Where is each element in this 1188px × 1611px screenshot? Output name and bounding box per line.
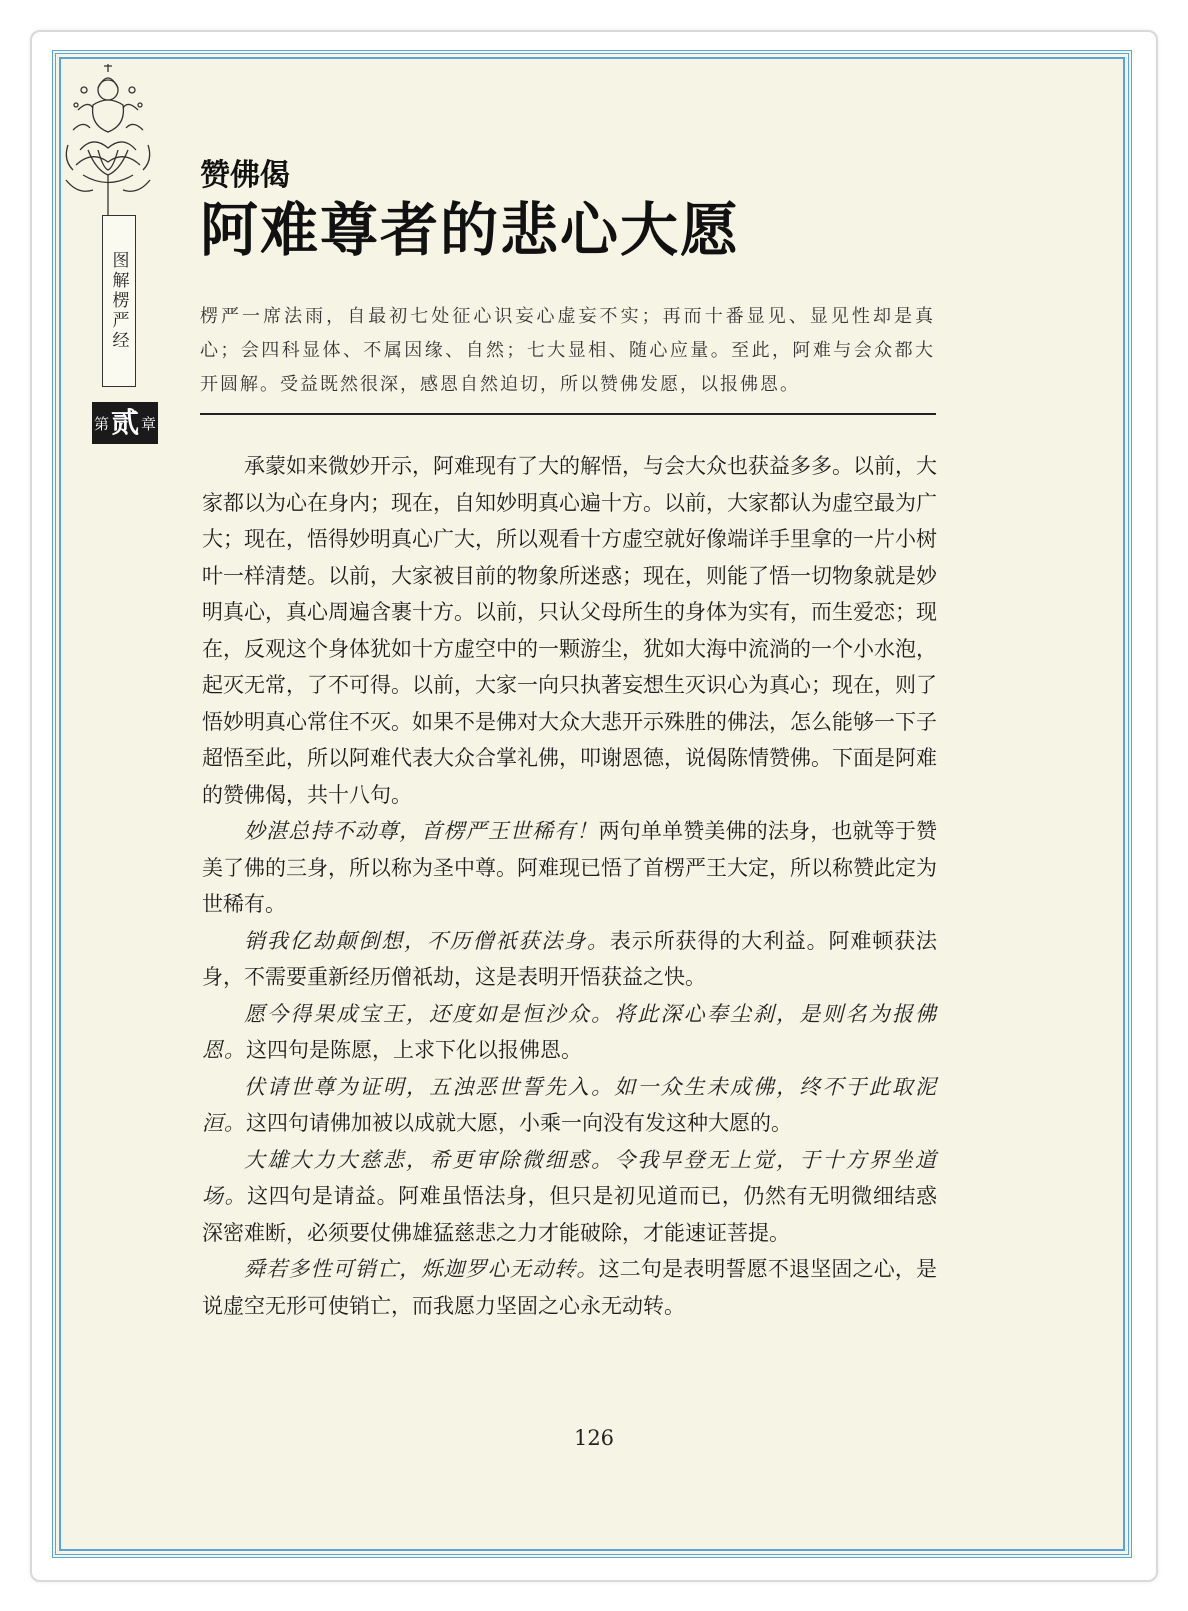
- commentary: 表示所获得的大利益。阿难顿获法身，不需要重新经历僧祇劫，这是表明开悟获益之快。: [202, 928, 938, 989]
- verse-quote: 销我亿劫颠倒想，不历僧祇获法身。: [244, 928, 610, 953]
- verse-quote: 大雄大力大慈悲，希更审除微细惑。令我早登无上觉，于十方界坐道场。: [202, 1147, 937, 1208]
- commentary: 这四句是陈愿，上求下化以报佛恩。: [246, 1038, 582, 1062]
- paragraph: [202, 813, 937, 923]
- body-text: [202, 448, 937, 1324]
- verse-quote: 舜若多性可销亡，烁迦罗心无动转。: [244, 1257, 599, 1281]
- intro-summary: 楞严一席法雨，自最初七处征心识妄心虚妄不实；再而十番显见、显见性却是真心；会四科显体、不属因缘、自然；七大显相、随心应量。至此，阿难与会众都大开圆解。受益既然很深，感恩自然迫切，所以赞佛发愿，以报佛恩。: [200, 306, 935, 395]
- chapter-prefix: 第: [93, 414, 109, 433]
- section-subtitle: 赞佛偈: [200, 158, 290, 193]
- paragraph: [202, 923, 937, 996]
- chapter-number: 贰: [110, 406, 139, 439]
- chapter-badge: [92, 402, 158, 444]
- sidebar: [58, 50, 158, 439]
- commentary: 这四句请佛加被以成就大愿，小乘一向没有发这种大愿的。: [246, 1111, 792, 1135]
- paragraph: [202, 1251, 937, 1324]
- page-title: 阿难尊者的悲心大愿: [200, 196, 741, 264]
- commentary: 两句单单赞美佛的法身，也就等于赞美了佛的三身，所以称为圣中尊。阿难现已悟了首楞严王大定，所以称赞此定为世稀有。: [202, 819, 938, 916]
- book-series-tab: 图解楞严经: [102, 215, 136, 387]
- verse-quote: 妙湛总持不动尊，首楞严王世稀有！: [244, 819, 599, 843]
- page-number: 126: [573, 1426, 615, 1450]
- paragraph: [202, 996, 937, 1069]
- paragraph: [202, 1142, 937, 1252]
- verse-quote: 伏请世尊为证明，五浊恶世誓先入。如一众生未成佛，终不于此取泥洹。: [202, 1074, 937, 1135]
- chapter-suffix: 章: [141, 414, 157, 433]
- lotus-buddha-ornament-icon: [58, 50, 158, 240]
- verse-quote: 愿今得果成宝王，还度如是恒沙众。将此深心奉尘刹，是则名为报佛恩。: [202, 1001, 937, 1062]
- paragraph: 承蒙如来微妙开示，阿难现有了大的解悟，与会大众也获益多多。以前，大家都以为心在身内；现在，自知妙明真心遍十方。以前，大家都认为虚空最为广大；现在，悟得妙明真心广大，所以观看十方虚空就好像端详手里拿的一片小树叶一样清楚。以前，大家被目前的物象所迷惑；现在，则能了悟一切物象就是妙明真心，真心周遍含裹十方。以前，只认父母所生的身体为实有，而生爱恋；现在，反观这个身体犹如十方虚空中的一颗游尘，犹如大海中流淌的一个小水泡，起灭无常，了不可得。以前，大家一向只执著妄想生灭识心为真心；现在，则了悟妙明真心常住不灭。如果不是佛对大众大悲开示殊胜的佛法，怎么能够一下子超悟至此，所以阿难代表大众合掌礼佛，叩谢恩德，说偈陈情赞佛。下面是阿难的赞佛偈，共十八句。: [202, 454, 937, 807]
- paragraph: [202, 1069, 937, 1142]
- commentary: 这二句是表明誓愿不退坚固之心，是说虚空无形可使销亡，而我愿力坚固之心永无动转。: [202, 1257, 938, 1318]
- commentary: 这四句是请益。阿难虽悟法身，但只是初见道而已，仍然有无明微细结惑深密难断，必须要仗佛雄猛慈悲之力才能破除，才能速证菩提。: [202, 1184, 938, 1245]
- divider: [200, 413, 936, 415]
